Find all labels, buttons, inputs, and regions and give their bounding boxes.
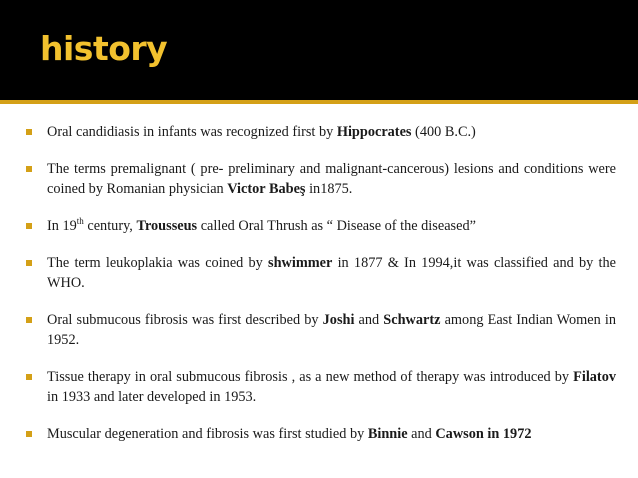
bullet-marker [26,260,32,266]
body-text: Tissue therapy in oral submucous fibrosis , as a new method of therapy was introduced by [47,369,574,385]
emphasized-text: shwimmer [268,255,333,271]
emphasized-text: Binnie [367,426,408,442]
slide-title: history [40,29,168,68]
list-item [26,367,616,407]
bullet-marker [26,166,32,172]
bullet-marker [26,223,32,229]
emphasized-text: Trousseus [136,218,198,234]
body-text: In 19 [47,218,77,234]
body-text: and [407,426,436,442]
bullet-list [26,122,616,461]
list-item [26,216,616,236]
body-text: The term leukoplakia was coined by [47,255,269,271]
emphasized-text: Joshi [322,312,355,328]
bullet-marker [26,374,32,380]
bullet-marker [26,317,32,323]
body-text: Oral candidiasis in infants was recognized first by [47,124,337,140]
list-item [26,424,616,444]
superscript-text: th [76,216,84,227]
emphasized-text: Cawson in 1972 [435,426,532,442]
list-item [26,310,616,350]
body-text: in 1933 and later developed in 1953. [47,389,257,405]
body-text: (400 B.C.) [411,124,476,140]
body-text: century, [83,218,137,234]
emphasized-text: Victor Babeş [227,181,306,197]
body-text: Oral submucous fibrosis was first described by [47,312,323,328]
emphasized-text: Filatov [573,369,616,385]
bullet-marker [26,431,32,437]
emphasized-text: Hippocrates [336,124,412,140]
body-text: Muscular degeneration and fibrosis was first studied by [47,426,368,442]
body-text: called Oral Thrush as “ Disease of the diseased” [197,218,476,234]
bullet-marker [26,129,32,135]
body-text: in1875. [305,181,353,197]
list-item [26,159,616,199]
emphasized-text: Schwartz [383,312,441,328]
list-item [26,122,616,142]
body-text: and [354,312,384,328]
list-item [26,253,616,293]
body-text: among East Indian Women in 1952. [47,312,616,348]
body-text: in 1877 & In 1994,it was classified and by the WHO. [47,255,616,291]
title-underline [0,100,638,104]
body-text: The terms premalignant ( pre- preliminary and malignant-cancerous) lesions and conditions were coined by Romanian physician [47,161,616,197]
title-bar [0,0,638,100]
